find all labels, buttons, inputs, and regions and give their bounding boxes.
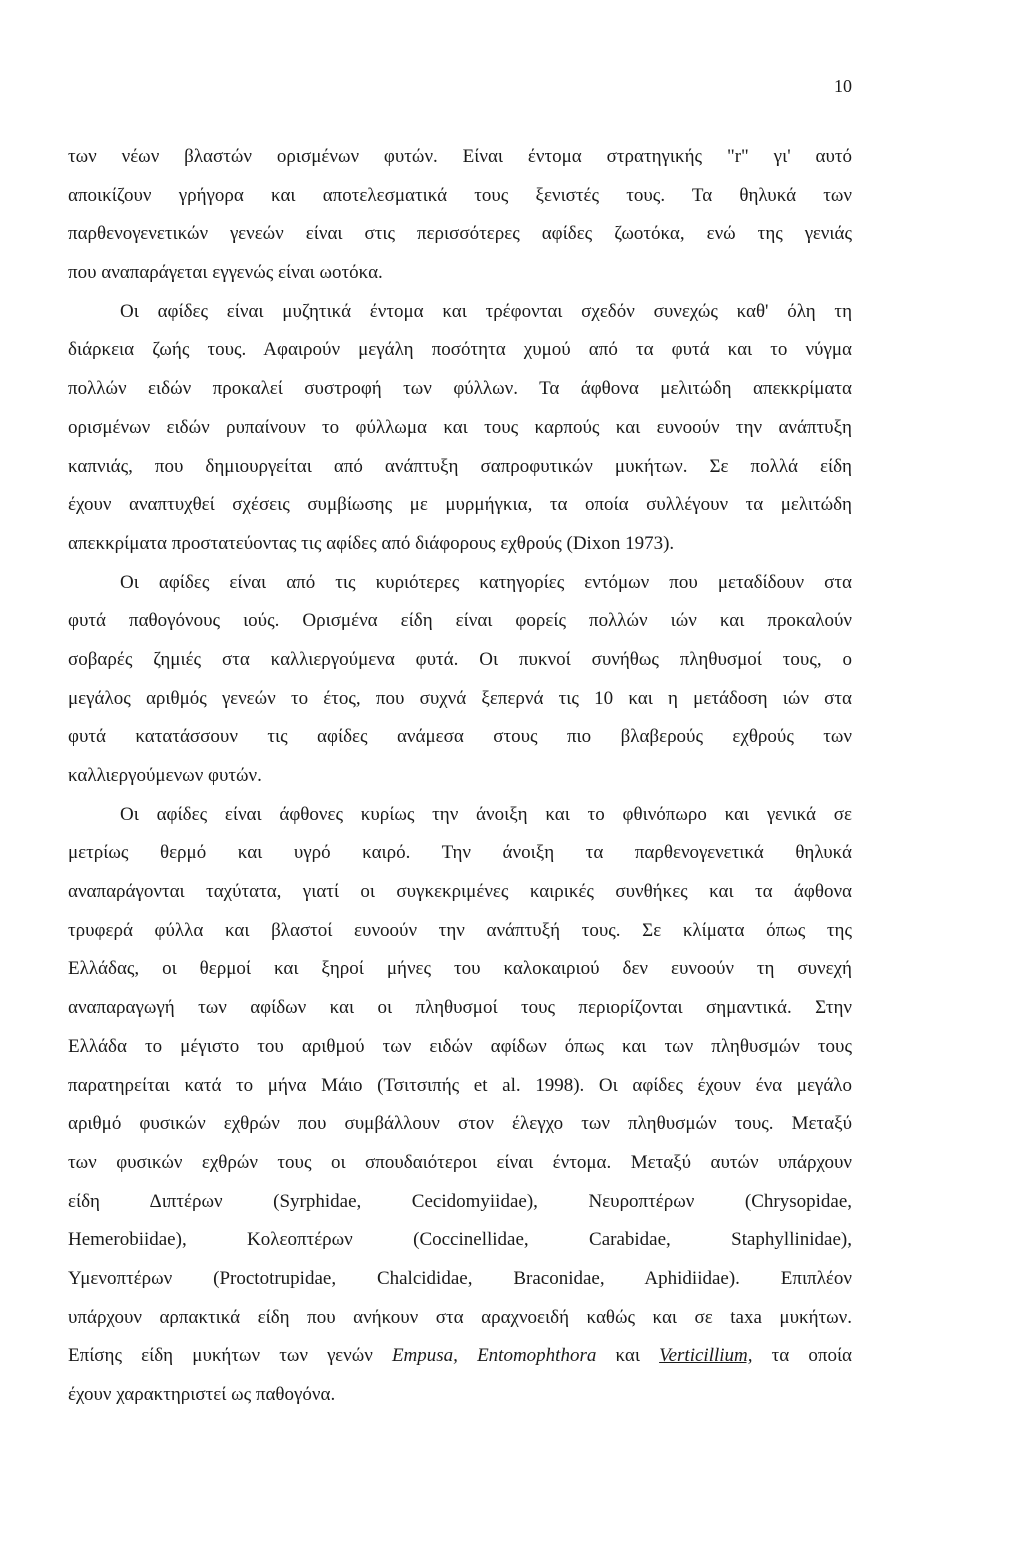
text-line: Οι αφίδες είναι άφθονες κυρίως την άνοιξη και το φθινόπωρο και γενικά σε (120, 803, 852, 825)
text-line: φυτά παθογόνους ιούς. Ορισμένα είδη είναι φορείς πολλών ιών και προκαλούν (68, 610, 852, 632)
text-line: τρυφερά φύλλα και βλαστοί ευνοούν την ανάπτυξή τους. Σε κλίματα όπως της (68, 919, 852, 941)
text-line: αριθμό φυσικών εχθρών που συμβάλλουν στον έλεγχο των πληθυσμών τους. Μεταξύ (68, 1113, 852, 1135)
text-line: διάρκεια ζωής τους. Αφαιρούν μεγάλη ποσότητα χυμού από τα φυτά και το νύγμα (68, 339, 852, 361)
text-line: παρθενογενετικών γενεών είναι στις περισσότερες αφίδες ζωοτόκα, ενώ της γενιάς (68, 223, 852, 245)
text-line: ορισμένων ειδών ρυπαίνουν το φύλλωμα και τους καρπούς και ευνοούν την ανάπτυξη (68, 416, 852, 438)
text-line: καλλιεργούμενων φυτών. (68, 765, 262, 786)
text-line: έχουν χαρακτηριστεί ως παθογόνα. (68, 1384, 336, 1405)
text-line: σοβαρές ζημιές στα καλλιεργούμενα φυτά. Οι πυκνοί συνήθως πληθυσμοί τους, ο (68, 648, 852, 670)
text-line: παρατηρείται κατά το μήνα Μάιο (Τσιτσιπής et al. 1998). Οι αφίδες έχουν ένα μεγάλο (68, 1074, 852, 1096)
text-line: Οι αφίδες είναι από τις κυριότερες κατηγορίες εντόμων που μεταδίδουν στα (120, 571, 852, 593)
genus-verticillium: Verticillium, (659, 1345, 753, 1367)
text-line: αναπαράγονται ταχύτατα, γιατί οι συγκεκριμένες καιρικές συνθήκες και τα άφθονα (68, 881, 852, 903)
text-line: αποικίζουν γρήγορα και αποτελεσματικά τους ξενιστές τους. Τα θηλυκά των (68, 184, 852, 206)
page-number: 10 (834, 76, 852, 96)
text-line: απεκκρίματα προστατεύοντας τις αφίδες από διάφορους εχθρούς (Dixon 1973). (68, 532, 675, 554)
text-segment: Επίσης είδη μυκήτων των γενών (68, 1345, 392, 1367)
genus-entomophthora: Entomophthora (477, 1345, 597, 1367)
text-line: Οι αφίδες είναι μυζητικά έντομα και τρέφονται σχεδόν συνεχώς καθ' όλη τη (120, 300, 852, 322)
text-line: που αναπαράγεται εγγενώς είναι ωοτόκα. (68, 262, 383, 284)
text-line: πολλών ειδών προκαλεί συστροφή των φύλλων. Τα άφθονα μελιτώδη απεκκρίματα (68, 378, 852, 400)
text-line: Ελλάδα το μέγιστο του αριθμού των ειδών αφίδων όπως και των πληθυσμών τους (68, 1035, 852, 1057)
body-text (68, 138, 852, 1415)
text-line: αναπαραγωγή των αφίδων και οι πληθυσμοί τους περιορίζονται σημαντικά. Στην (68, 997, 852, 1019)
text-line: υπάρχουν αρπακτικά είδη που ανήκουν στα αραχνοειδή καθώς και σε taxa μυκήτων. (68, 1306, 852, 1328)
text-line: Hemerobiidae), Κολεοπτέρων (Coccinellidae, Carabidae, Staphyllinidae), (68, 1229, 852, 1251)
text-line: έχουν αναπτυχθεί σχέσεις συμβίωσης με μυρμήγκια, τα οποία συλλέγουν τα μελιτώδη (68, 494, 852, 516)
text-segment (458, 1345, 477, 1366)
text-line: Ελλάδας, οι θερμοί και ξηροί μήνες του καλοκαιριού δεν ευνοούν τη συνεχή (68, 958, 852, 980)
text-line (68, 1337, 852, 1376)
text-line: καπνιάς, που δημιουργείται από ανάπτυξη σαπροφυτικών μυκήτων. Σε πολλά είδη (68, 455, 852, 477)
text-segment: τα οποία (752, 1345, 852, 1367)
text-line: μετρίως θερμό και υγρό καιρό. Την άνοιξη τα παρθενογενετικά θηλυκά (68, 842, 852, 864)
text-line: των φυσικών εχθρών τους οι σπουδαιότεροι είναι έντομα. Μεταξύ αυτών υπάρχουν (68, 1151, 852, 1173)
genus-empusa: Empusa, (391, 1345, 458, 1367)
text-line: των νέων βλαστών ορισμένων φυτών. Είναι έντομα στρατηγικής "r" γι' αυτό (68, 146, 852, 167)
text-segment: και (596, 1345, 660, 1367)
text-line: είδη Διπτέρων (Syrphidae, Cecidomyiidae), Νευροπτέρων (Chrysopidae, (68, 1190, 852, 1212)
text-line: Υμενοπτέρων (Proctotrupidae, Chalcididae, Braconidae, Aphidiidae). Επιπλέον (68, 1267, 852, 1289)
text-line: μεγάλος αριθμός γενεών το έτος, που συχνά ξεπερνά τις 10 και η μετάδοση ιών στα (68, 687, 852, 709)
text-line: φυτά κατατάσσουν τις αφίδες ανάμεσα στους πιο βλαβερούς εχθρούς των (68, 726, 852, 748)
